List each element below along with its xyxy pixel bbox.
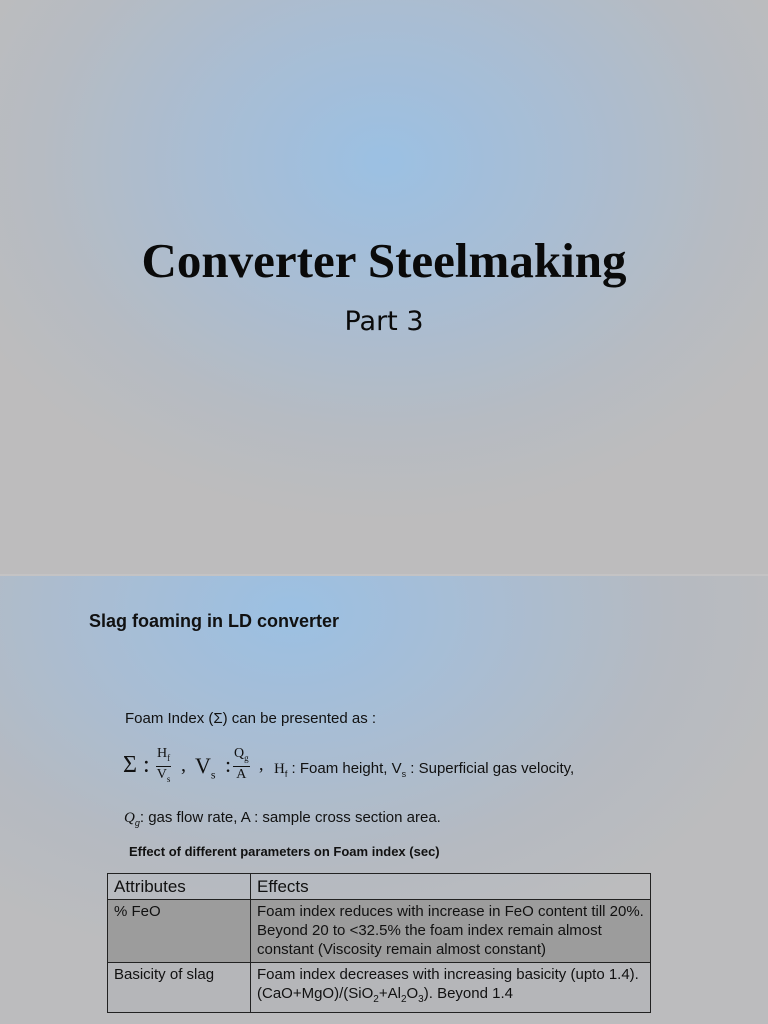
table-caption: Effect of different parameters on Foam index (sec) — [129, 844, 440, 859]
foam-index-table — [107, 873, 651, 1013]
table-row — [108, 963, 651, 1013]
equation-description: $H_f$ : Foam height, $V_s$ : Superficial gas velocity, — [274, 760, 575, 779]
slide-title: Converter Steelmaking — [141, 233, 627, 288]
hf-over-vs-fraction — [156, 746, 171, 787]
effect-cell: Foam index reduces with increase in FeO content till 20%. Beyond 20 to <32.5% the foam index remain almost constant (Viscosity remain almost constant) — [251, 900, 651, 963]
flow-rate-definition: $Q_g$: gas flow rate, A : sample cross section area. — [124, 809, 441, 828]
column-header: Attributes — [108, 874, 251, 900]
fraction-denominator: $V_s$ — [156, 766, 171, 784]
equation-colon: : — [225, 752, 232, 777]
fraction-numerator: $Q_g$ — [233, 746, 250, 767]
fraction-denominator: A — [236, 766, 247, 782]
attribute-cell: Basicity of slag — [108, 963, 251, 1013]
vs-symbol: $V_s$ — [195, 753, 216, 782]
equation-comma: , — [259, 754, 264, 774]
foam-index-intro: Foam Index (Σ) can be presented as : — [125, 710, 377, 727]
equation-comma: , — [181, 754, 186, 776]
attribute-cell: % FeO — [108, 900, 251, 963]
sigma-symbol: Σ : — [123, 752, 150, 778]
column-header: Effects — [251, 874, 651, 900]
table-row — [108, 900, 651, 963]
fraction-numerator: $H_f$ — [156, 746, 171, 767]
qg-over-a-fraction — [233, 746, 250, 783]
content-slide — [0, 576, 768, 1024]
slide-subtitle: Part 3 — [344, 306, 424, 337]
slide-heading: Slag foaming in LD converter — [89, 611, 340, 631]
effect-cell: Foam index decreases with increasing basicity (upto 1.4). $(CaO+MgO)/(SiO_2+Al_2O_3)$. Beyond 1.4 — [251, 963, 651, 1013]
table-header-row — [108, 874, 651, 900]
